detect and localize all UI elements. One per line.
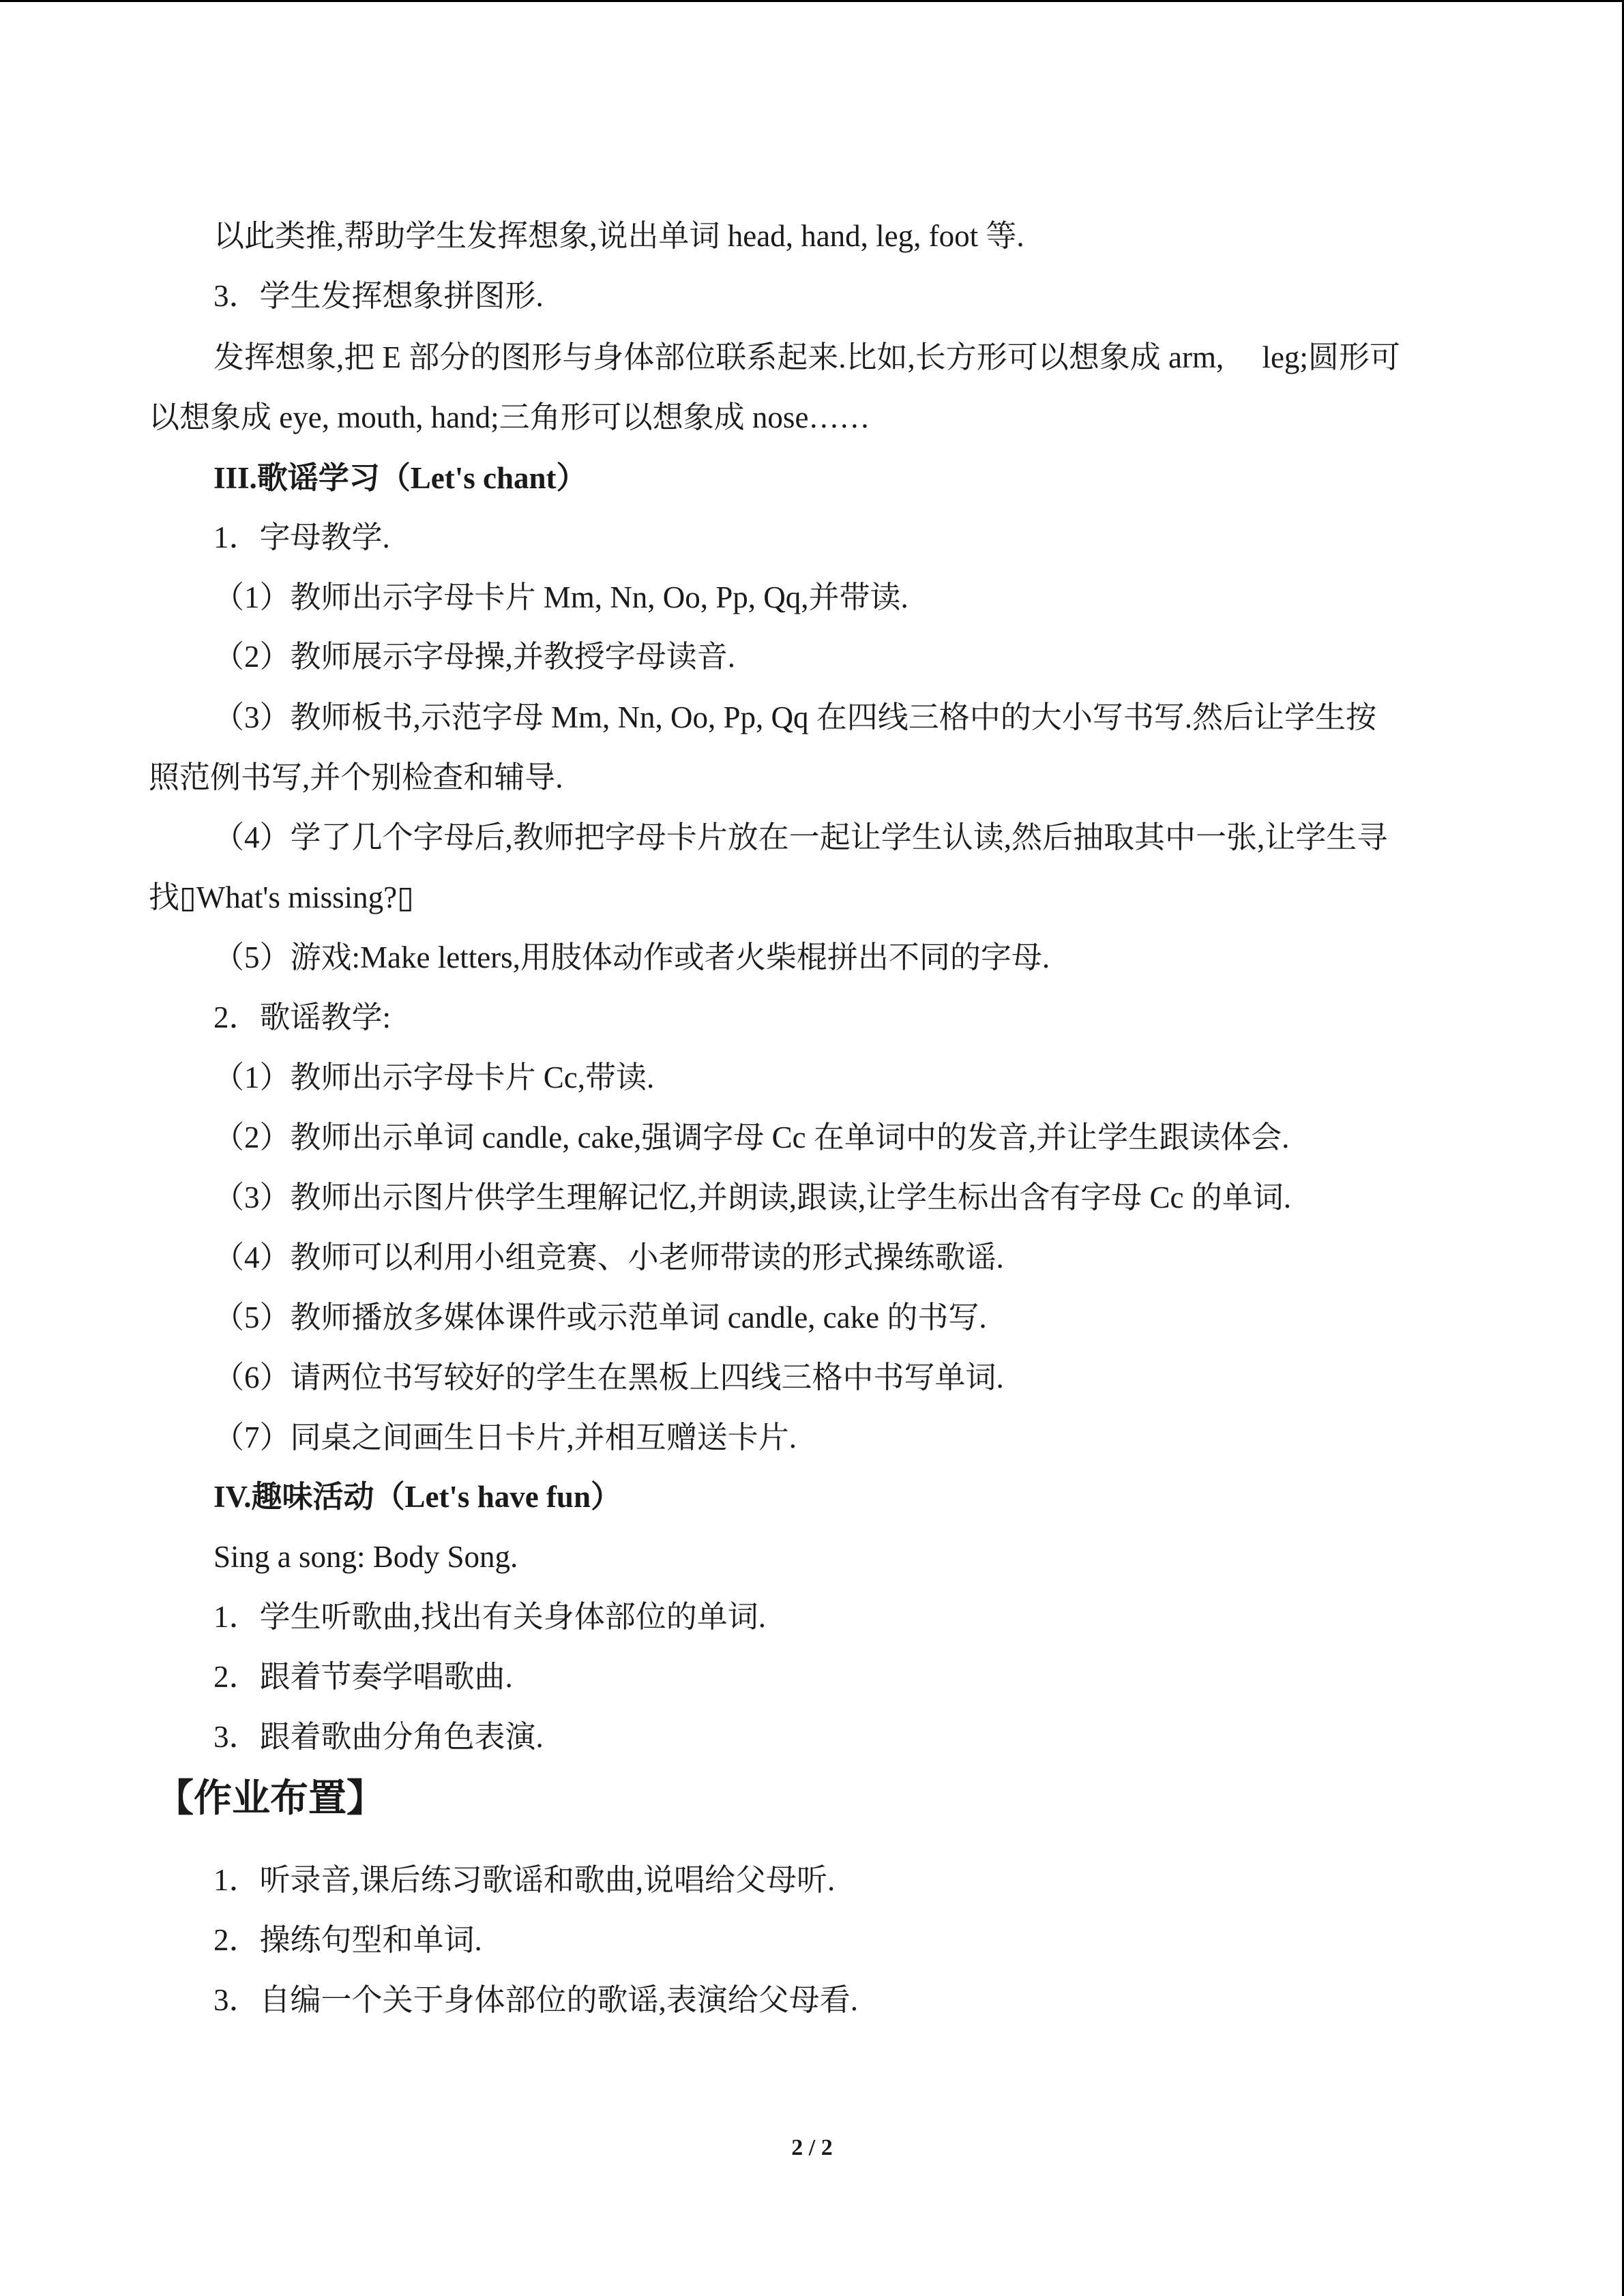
text-line: （2）教师出示单词 candle, cake,强调字母 Cc 在单词中的发音,并让学生跟读体会. xyxy=(213,1120,1290,1154)
text-line: 1．字母教学. xyxy=(213,520,390,554)
text-line: （1）教师出示字母卡片 Cc,带读. xyxy=(213,1060,655,1094)
text-line: （3）教师出示图片供学生理解记忆,并朗读,跟读,让学生标出含有字母 Cc 的单词. xyxy=(213,1180,1291,1214)
text-line: （5）游戏:Make letters,用肢体动作或者火柴棍拼出不同的字母. xyxy=(213,940,1050,974)
page-number: 2 / 2 xyxy=(791,2135,833,2160)
text-line: 以此类推,帮助学生发挥想象,说出单词 head, hand, leg, foot 等. xyxy=(213,219,1024,253)
text-line: （3）教师板书,示范字母 Mm, Nn, Oo, Pp, Qq 在四线三格中的大小写书写.然后让学生按 xyxy=(213,700,1377,734)
text-line: 照范例书写,并个别检查和辅导. xyxy=(149,760,563,794)
text-line: （1）教师出示字母卡片 Mm, Nn, Oo, Pp, Qq,并带读. xyxy=(213,580,909,614)
homework-item: 3．自编一个关于身体部位的歌谣,表演给父母看. xyxy=(213,1983,859,2017)
text-line: （2）教师展示字母操,并教授字母读音. xyxy=(213,640,736,674)
text-line: 以想象成 eye, mouth, hand;三角形可以想象成 nose…… xyxy=(149,400,870,434)
text-line: 2．歌谣教学: xyxy=(213,1000,392,1034)
text-line: （7）同桌之间画生日卡片,并相互赠送卡片. xyxy=(213,1420,797,1455)
text-line: （6）请两位书写较好的学生在黑板上四线三格中书写单词. xyxy=(213,1360,1004,1395)
homework-item: 1．听录音,课后练习歌谣和歌曲,说唱给父母听. xyxy=(213,1863,836,1897)
text-line: （4）教师可以利用小组竞赛、小老师带读的形式操练歌谣. xyxy=(213,1240,1004,1274)
section-heading: III.歌谣学习（Let's chant） xyxy=(213,461,587,495)
text-line: 找▯What's missing?▯ xyxy=(149,880,414,914)
text-line: 1．学生听歌曲,找出有关身体部位的单词. xyxy=(213,1600,767,1634)
text-line: （4）学了几个字母后,教师把字母卡片放在一起让学生认读,然后抽取其中一张,让学生寻 xyxy=(213,820,1388,854)
text-line: 发挥想象,把 E 部分的图形与身体部位联系起来.比如,长方形可以想象成 arm, leg;圆形可 xyxy=(213,340,1400,374)
text-line: Sing a song: Body Song. xyxy=(213,1540,518,1574)
section-heading: IV.趣味活动（Let's have fun） xyxy=(213,1480,621,1514)
text-line: 3．跟着歌曲分角色表演. xyxy=(213,1720,544,1754)
homework-item: 2．操练句型和单词. xyxy=(213,1923,482,1957)
text-line: 3．学生发挥想象拼图形. xyxy=(213,279,544,313)
page-border-top xyxy=(0,0,1624,2)
text-line: （5）教师播放多媒体课件或示范单词 candle, cake 的书写. xyxy=(213,1300,987,1335)
text-line: 2．跟着节奏学唱歌曲. xyxy=(213,1660,513,1694)
homework-heading: 【作业布置】 xyxy=(156,1776,385,1821)
